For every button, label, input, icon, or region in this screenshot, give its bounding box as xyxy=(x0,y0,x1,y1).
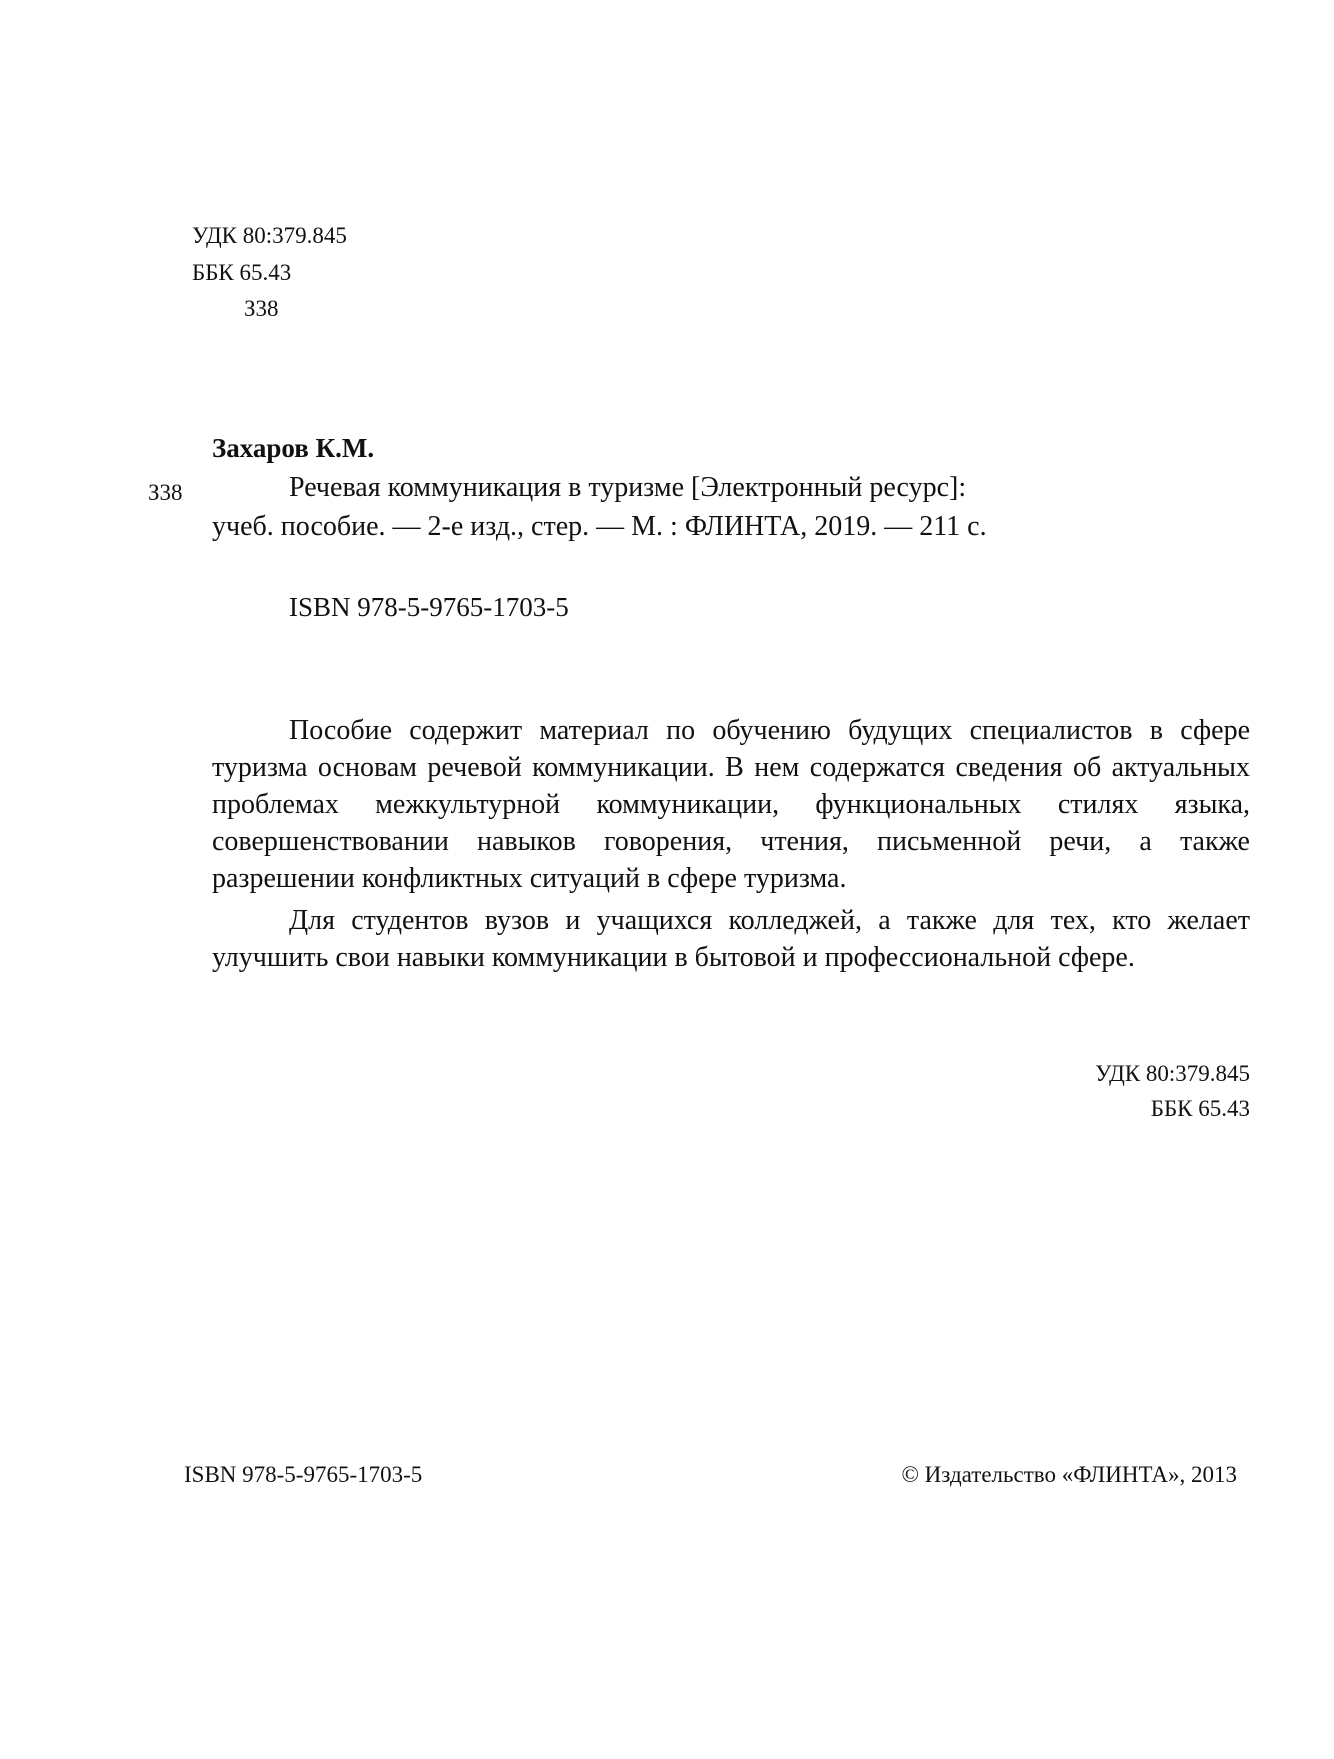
isbn-footer: ISBN 978-5-9765-1703-5 xyxy=(184,1462,423,1487)
bbk-code-right: ББК 65.43 xyxy=(1150,1096,1250,1121)
author-code-margin: З38 xyxy=(148,480,183,505)
title-line-1: Речевая коммуникация в туризме [Электронный ресурс]: xyxy=(289,472,967,503)
abstract-paragraph-2: Для студентов вузов и учащихся колледжей, а также для тех, кто желает улучшить свои навыки коммуникации в бытовой и профессиональной сфере. xyxy=(212,905,1250,973)
bbk-code-top: ББК 65.43 xyxy=(192,260,292,285)
abstract-paragraph-1: Пособие содержит материал по обучению будущих специалистов в сфере туризма основам речевой коммуникации. В нем содержатся сведения об актуальных проблемах межкультурной коммуникации, функциональных стилях языка, совершенствовании навыков говорения, чтения, письменной речи, а также разрешении конфликтных ситуаций в сфере туризма. xyxy=(212,715,1250,894)
author-name: Захаров К.М. xyxy=(212,433,375,463)
isbn-record: ISBN 978-5-9765-1703-5 xyxy=(289,592,569,622)
udk-code-top: УДК 80:379.845 xyxy=(192,223,347,248)
author-code-top: З38 xyxy=(244,296,279,321)
title-line-2: учеб. пособие. — 2-е изд., стер. — М. : ФЛИНТА, 2019. — 211 с. xyxy=(212,511,987,542)
udk-code-right: УДК 80:379.845 xyxy=(1095,1061,1250,1086)
copyright-notice: © Издательство «ФЛИНТА», 2013 xyxy=(901,1462,1237,1487)
